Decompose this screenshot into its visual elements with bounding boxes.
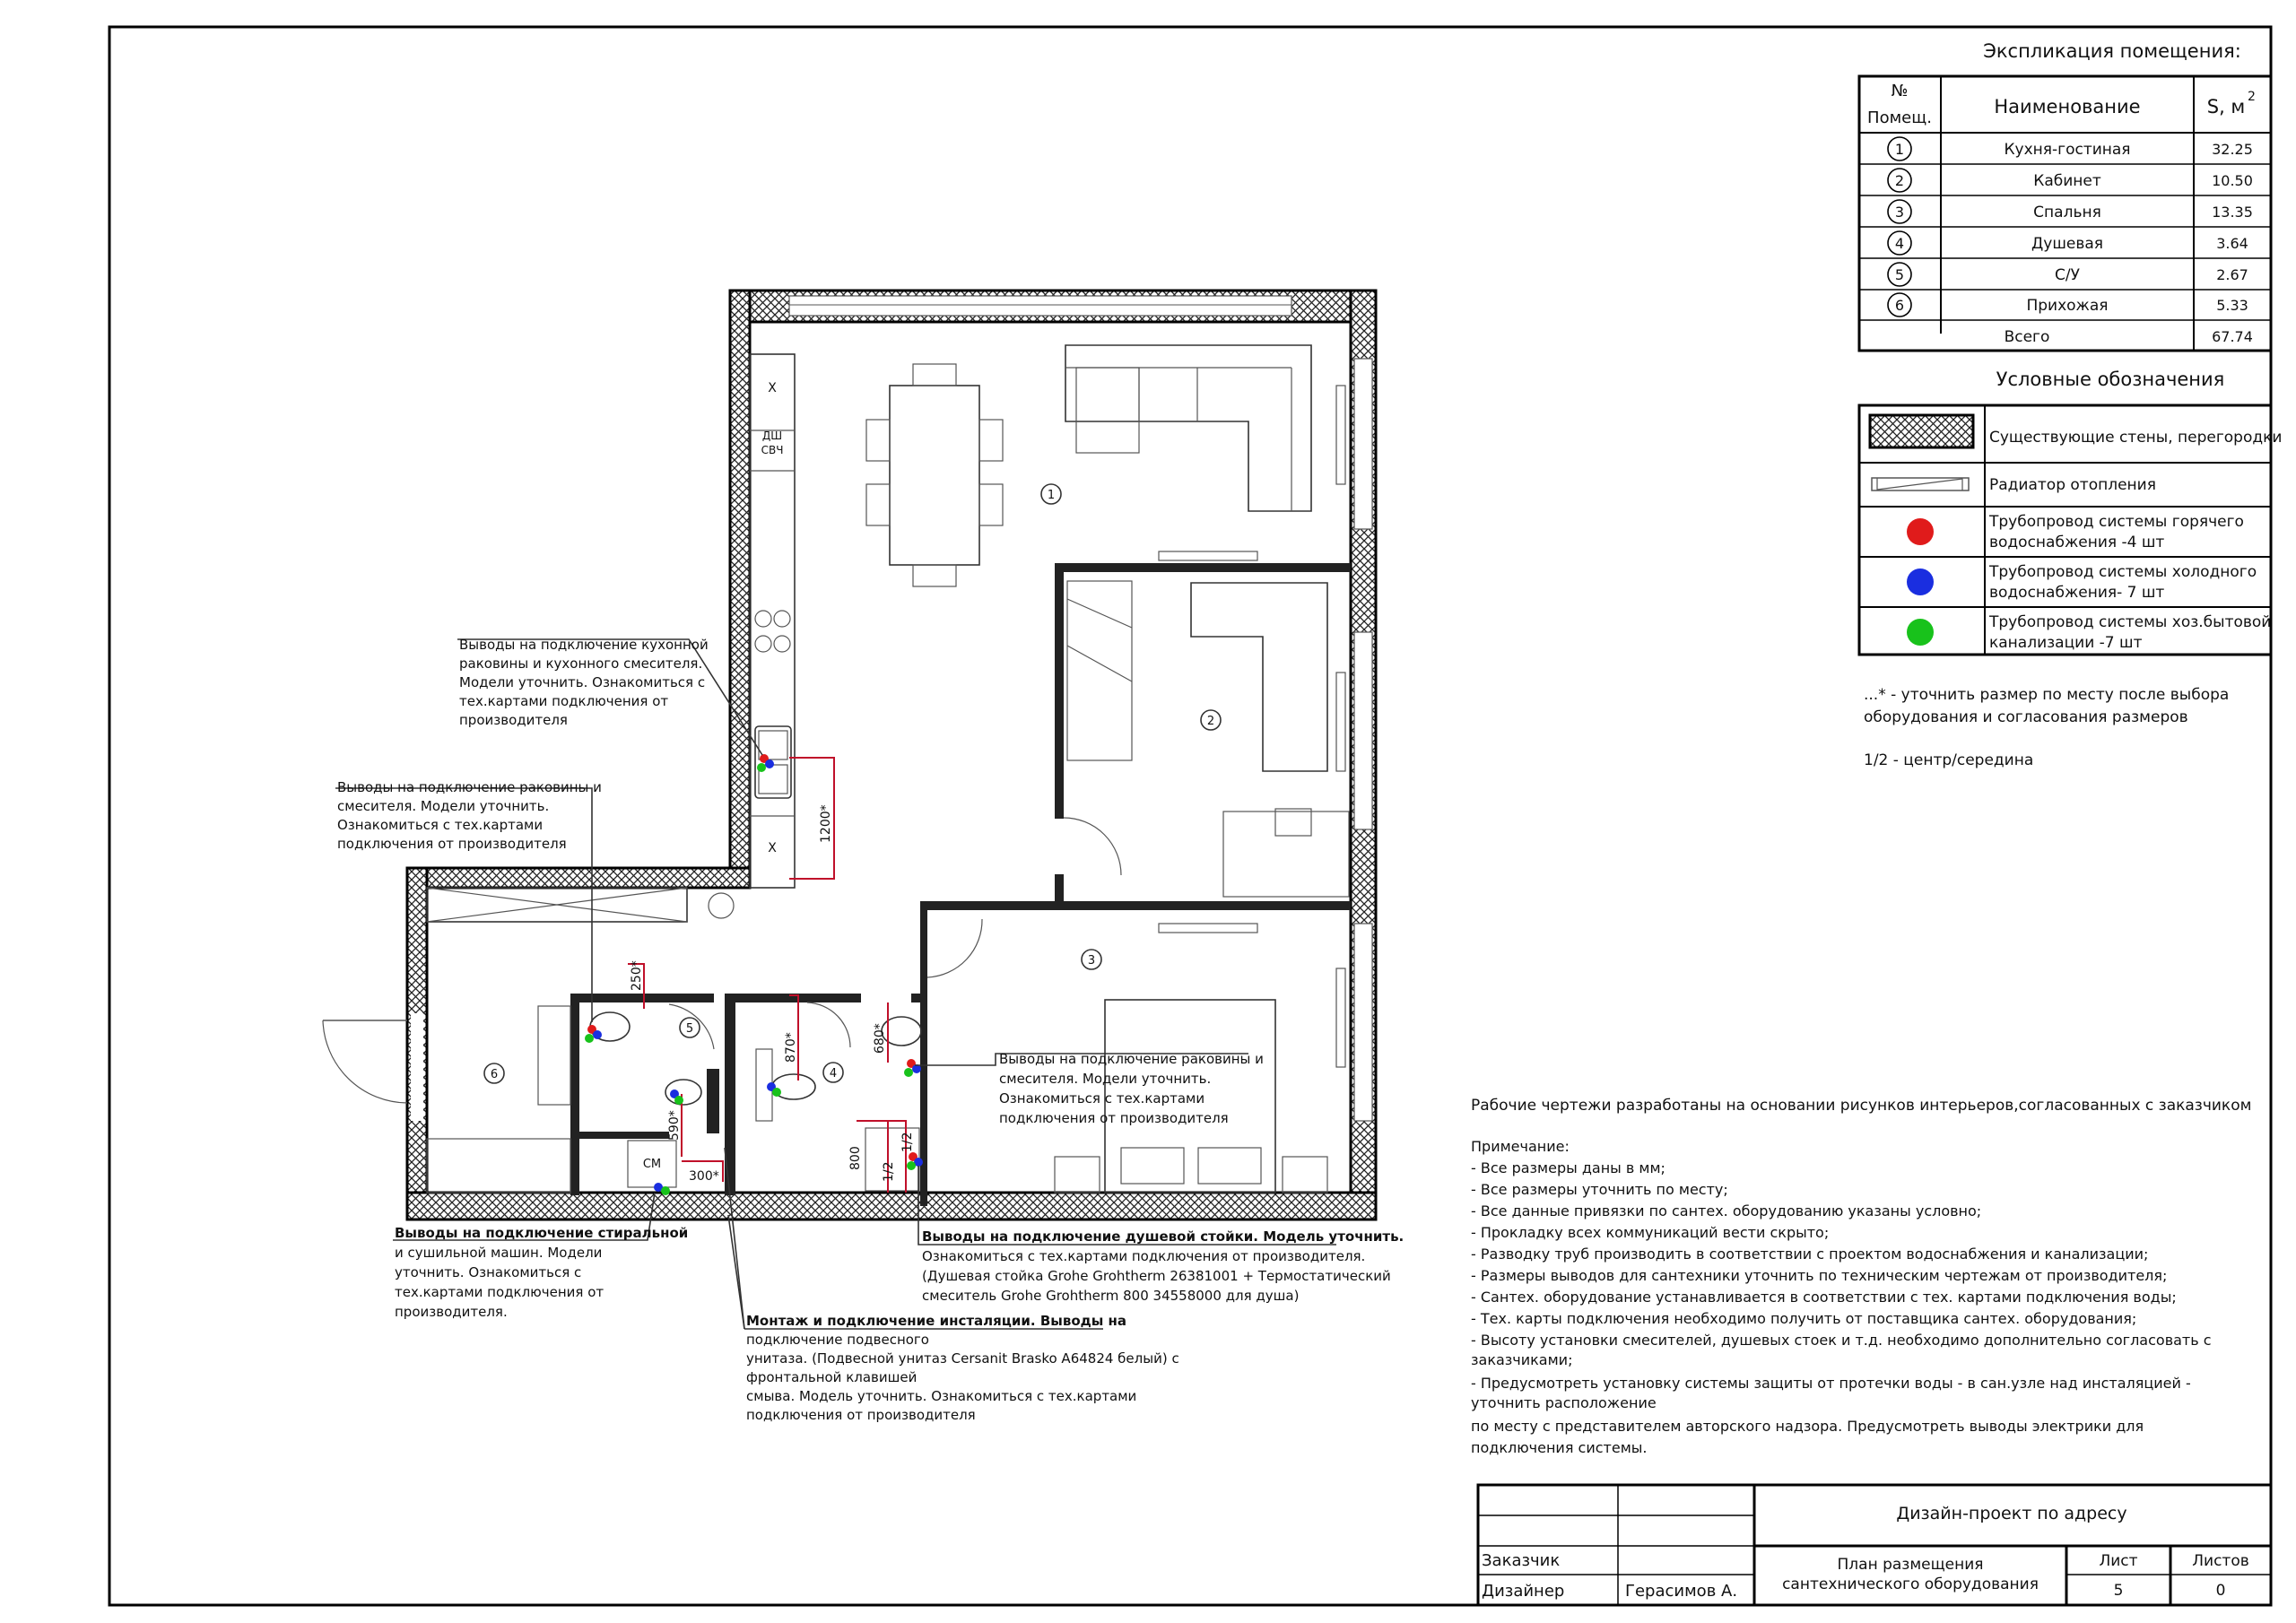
row-name: Кабинет (2033, 172, 2101, 190)
callout-toilet-line: подключения от производителя (746, 1407, 976, 1423)
explication-row (1888, 169, 2253, 192)
row-num: 5 (1894, 266, 1905, 283)
customer-label: Заказчик (1482, 1551, 1561, 1570)
callout-sink-shower-line: подключения от производителя (999, 1110, 1229, 1126)
room-number-3: 3 (1087, 954, 1096, 968)
callout-kitchen-line: раковины и кухонного смесителя. (459, 655, 703, 672)
row-name: Душевая (2031, 235, 2104, 253)
sheet-label: Лист (2099, 1552, 2138, 1570)
plan-title-2: сантехнического оборудования (1782, 1575, 2039, 1593)
notes-block (1471, 1097, 2251, 1456)
header-area-sup: 2 (2248, 90, 2256, 104)
dim-250: 250* (630, 960, 644, 991)
room-number-4: 4 (829, 1067, 838, 1081)
kitchen-pipe-outlets (757, 754, 774, 772)
toilet-installation-icon (707, 1069, 719, 1133)
notes-label: Примечание: (1471, 1138, 1570, 1155)
note-line: - Разводку труб производить в соответствии с проектом водоснабжения и канализации; (1471, 1245, 2149, 1263)
callout-toilet-line: смыва. Модель уточнить. Ознакомиться с тех.картами (746, 1388, 1137, 1404)
callout-sink-wc-line: смесителя. Модели уточнить. (337, 798, 550, 814)
sofa-icon (1065, 345, 1311, 511)
designer-value: Герасимов А. (1625, 1582, 1738, 1601)
note-line: - Сантех. оборудование устанавливается в соответствии с тех. картами подключения воды; (1471, 1289, 2177, 1306)
dim-870: 870* (784, 1032, 798, 1063)
row-num: 2 (1894, 172, 1905, 189)
legend-sewage-1: Трубопровод системы хоз.бытовой (1989, 613, 2272, 631)
cold-water-dot-icon (1907, 568, 1934, 595)
explication-table (1859, 40, 2271, 351)
note-line: - Все размеры уточнить по месту; (1471, 1181, 1728, 1198)
row-num: 4 (1894, 235, 1905, 252)
callout-kitchen-line: Модели уточнить. Ознакомиться с (459, 674, 706, 690)
callout-toilet-line: подключение подвесного (746, 1332, 929, 1348)
note-line: - Предусмотреть установку системы защиты от протечки воды - в сан.узле над инсталяцией - (1471, 1375, 2191, 1392)
legend-cold-2: водоснабжения- 7 шт (1989, 584, 2165, 602)
shower-drain-outlets (767, 1082, 781, 1097)
callout-sink-shower (915, 1051, 1264, 1126)
explication-row (1888, 200, 2253, 223)
callout-washer-line: производителя. (395, 1304, 508, 1320)
note-line: уточнить расположение (1471, 1394, 1657, 1411)
callout-toilet-line: Монтаж и подключение инсталяции. Выводы на (746, 1313, 1127, 1329)
dim-300: 300* (689, 1169, 719, 1184)
note-line: - Тех. карты подключения необходимо получить от поставщика сантех. оборудования; (1471, 1310, 2137, 1327)
callout-kitchen-line: Выводы на подключение кухонной (459, 637, 709, 653)
footnote-half: 1/2 - центр/середина (1864, 751, 2034, 769)
room-number-1: 1 (1047, 489, 1056, 502)
oven-label: Х (768, 841, 777, 855)
plan-title-1: План размещения (1837, 1556, 1984, 1574)
legend-cold-1: Трубопровод системы холодного (1989, 563, 2257, 581)
row-area: 2.67 (2216, 266, 2248, 283)
row-name: Кухня-гостиная (2004, 141, 2131, 159)
callout-kitchen (457, 637, 762, 755)
callout-sink-shower-line: смесителя. Модели уточнить. (999, 1071, 1212, 1087)
hatch-wall-icon (1870, 415, 1973, 447)
callout-sink-wc-line: Выводы на подключение раковины и (337, 779, 602, 795)
sheets-label: Листов (2192, 1552, 2249, 1570)
row-name: С/У (2055, 266, 2080, 284)
designer-label: Дизайнер (1482, 1582, 1565, 1601)
explication-title: Экспликация помещения: (1983, 40, 2241, 62)
radiator-icon (1872, 478, 1969, 490)
legend (1859, 369, 2282, 655)
sheet-value: 5 (2113, 1582, 2124, 1600)
note-line: по месту с представителем авторского надзора. Предусмотреть выводы электрики для (1471, 1418, 2144, 1435)
callout-toilet (725, 1148, 1179, 1423)
note-line: - Все данные привязки по сантех. оборудованию указаны условно; (1471, 1202, 1982, 1219)
callout-washer-line: Выводы на подключение стиральной (395, 1225, 689, 1241)
legend-walls: Существующие стены, перегородки (1989, 429, 2283, 447)
room-number-2: 2 (1206, 715, 1215, 728)
legend-hot-1: Трубопровод системы горячего (1989, 513, 2244, 531)
row-area: 10.50 (2212, 172, 2253, 189)
callout-sink-wc-line: подключения от производителя (337, 836, 567, 852)
row-area: 3.64 (2216, 235, 2248, 252)
row-area: 5.33 (2216, 297, 2248, 314)
callout-washer-line: уточнить. Ознакомиться с (395, 1264, 582, 1280)
callout-sink-shower-line: Ознакомиться с тех.картами (999, 1090, 1205, 1107)
dim-800: 800 (848, 1146, 863, 1170)
sheet-frame (109, 27, 2271, 1605)
legend-radiator: Радиатор отопления (1989, 476, 2156, 494)
row-area: 32.25 (2212, 141, 2253, 158)
shower-sink-pipe-outlets (904, 1059, 921, 1077)
callout-shower-line: (Душевая стойка Grohe Grohtherm 26381001 + Термостатический (922, 1268, 1391, 1284)
header-num-2: Помещ. (1867, 108, 1932, 127)
callout-shower-line: Ознакомиться с тех.картами подключения от производителя. (922, 1248, 1366, 1264)
row-num: 3 (1894, 204, 1905, 221)
footnote-star-1: ...* - уточнить размер по месту после выбора (1864, 686, 2230, 704)
note-line: - Высоту установки смесителей, душевых стоек и т.д. необходимо дополнительно согласовать с (1471, 1332, 2212, 1349)
note-line: - Размеры выводов для сантехники уточнить по техническим чертежам от производителя; (1471, 1267, 2168, 1284)
header-num-1: № (1891, 82, 1909, 100)
dim-half-1: 1/2 (882, 1161, 896, 1182)
header-area: S, м (2206, 96, 2246, 117)
legend-title: Условные обозначения (1996, 369, 2225, 390)
note-line: заказчиками; (1471, 1351, 1573, 1368)
room-number-5: 5 (685, 1022, 694, 1036)
footnote-star-2: оборудования и согласования размеров (1864, 708, 2188, 726)
dishwasher-label-2: СВЧ (761, 444, 784, 456)
sewage-dot-icon (1907, 619, 1934, 646)
row-area: 13.35 (2212, 204, 2253, 221)
callout-washer-line: тех.картами подключения от (395, 1284, 604, 1300)
total-label: Всего (2004, 328, 2050, 346)
sheets-value: 0 (2215, 1582, 2226, 1600)
explication-row (1888, 137, 2253, 161)
callout-toilet-line: фронтальной клавишей (746, 1369, 918, 1385)
wc-sink-pipe-outlets (585, 1025, 602, 1043)
callout-shower-line: смеситель Grohe Grohtherm 800 34558000 для душа) (922, 1288, 1300, 1304)
dishwasher-label-1: ДШ (761, 430, 783, 442)
fridge-label: Х (768, 381, 777, 395)
note-line: подключения системы. (1471, 1439, 1648, 1456)
callout-kitchen-line: производителя (459, 712, 568, 728)
washer-label: СМ (642, 1158, 662, 1171)
dining-table-icon (890, 386, 979, 565)
total-area: 67.74 (2212, 328, 2253, 345)
floor-plan (323, 291, 1376, 1219)
row-num: 6 (1894, 297, 1905, 314)
callout-shower-line: Выводы на подключение душевой стойки. Модель уточнить. (922, 1228, 1405, 1245)
project-title: Дизайн-проект по адресу (1896, 1504, 2127, 1523)
dim-1200: 1200* (819, 804, 833, 843)
notes-heading: Рабочие чертежи разработаны на основании рисунков интерьеров,согласованных с заказчиком (1471, 1097, 2252, 1115)
row-name: Прихожая (2026, 297, 2109, 315)
dim-half-2: 1/2 (900, 1132, 915, 1152)
note-line: - Прокладку всех коммуникаций вести скрыто; (1471, 1224, 1830, 1241)
row-name: Спальня (2033, 204, 2101, 221)
title-block (1478, 1485, 2271, 1605)
dim-590: 590* (667, 1110, 682, 1141)
legend-hot-2: водоснабжения -4 шт (1989, 534, 2165, 551)
callout-washer-line: и сушильной машин. Модели (395, 1245, 603, 1261)
callout-sink-wc-line: Ознакомиться с тех.картами (337, 817, 544, 833)
room-number-6: 6 (490, 1068, 499, 1081)
legend-sewage-2: канализации -7 шт (1989, 634, 2143, 652)
callout-kitchen-line: тех.картами подключения от (459, 693, 669, 709)
row-num: 1 (1894, 141, 1905, 158)
hot-water-dot-icon (1907, 518, 1934, 545)
callout-toilet-line: унитаза. (Подвесной унитаз Cersanit Brasko A64824 белый) с (746, 1350, 1179, 1367)
dim-680: 680* (873, 1023, 887, 1054)
callout-shower (918, 1166, 1404, 1304)
header-name: Наименование (1994, 96, 2141, 117)
note-line: - Все размеры даны в мм; (1471, 1159, 1665, 1176)
callout-sink-shower-line: Выводы на подключение раковины и (999, 1051, 1264, 1067)
callout-sink-wc (335, 779, 602, 1022)
